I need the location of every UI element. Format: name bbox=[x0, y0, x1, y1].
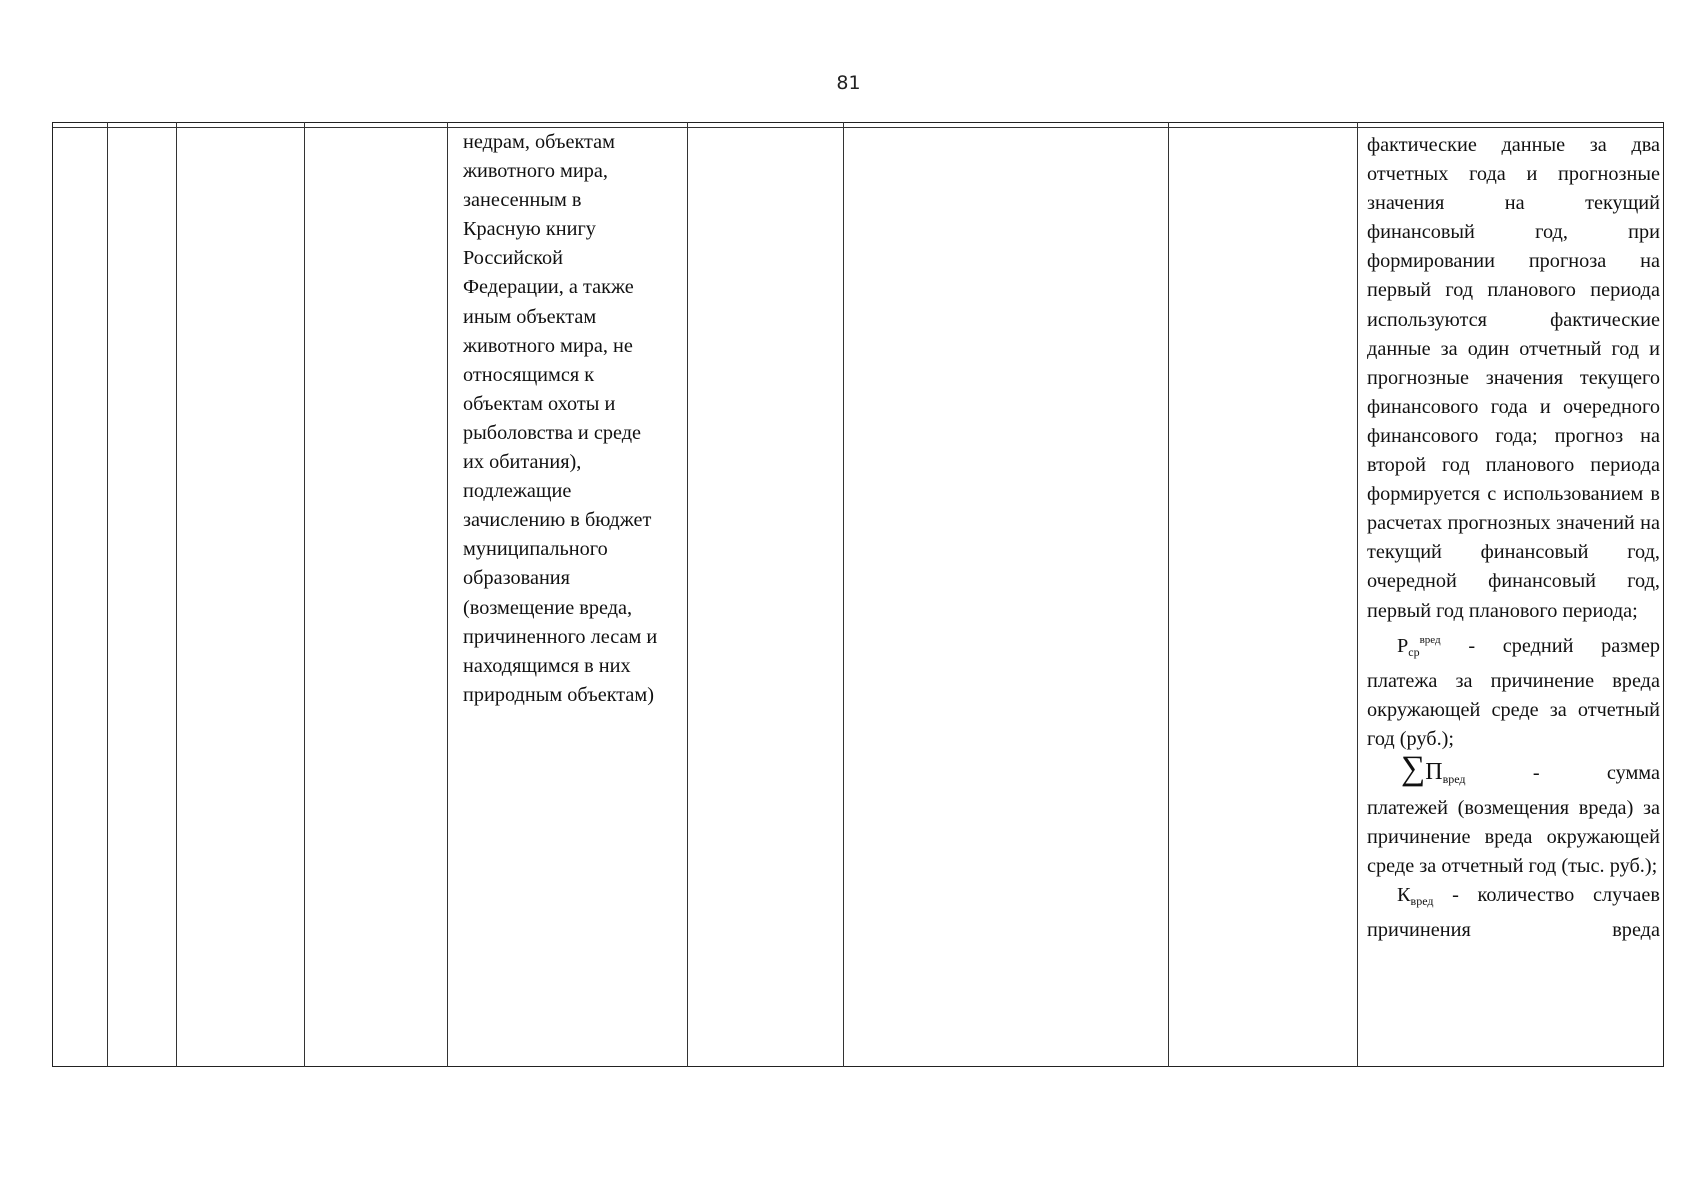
symbol-superscript: вред bbox=[1419, 633, 1441, 646]
text-line: зачислению в бюджет bbox=[463, 509, 652, 532]
symbol-subscript: ср bbox=[1408, 644, 1420, 659]
dash: - bbox=[1532, 761, 1540, 784]
text-line: Федерации, а также bbox=[463, 276, 634, 299]
symbol-subscript: вред bbox=[1410, 894, 1434, 909]
column-divider bbox=[304, 122, 305, 1067]
definition-text: - средний размер платежа за причинение вреда окружающей среде за отчетный год (руб.); bbox=[1367, 634, 1660, 750]
text-line: находящимся в них bbox=[463, 654, 631, 677]
formula-sum-line bbox=[1367, 749, 1660, 794]
definition-average-payment bbox=[1367, 626, 1660, 754]
word-sum: сумма bbox=[1606, 761, 1660, 784]
text-line: объектам охоты и bbox=[463, 392, 616, 415]
table-cell-income-description bbox=[463, 128, 688, 710]
text-line: иным объектам bbox=[463, 305, 597, 328]
definition-sum-payments: платежей (возмещения вреда) за причинение вреда окружающей среде за отчетный год (тыс. руб.); bbox=[1367, 797, 1660, 878]
text-line: недрам, объектам bbox=[463, 131, 616, 153]
text-line: (возмещение вреда, bbox=[463, 596, 633, 619]
text-line: рыболовства и среде bbox=[463, 421, 642, 444]
symbol-p: Р bbox=[1397, 634, 1409, 657]
text-line: подлежащие bbox=[463, 480, 572, 503]
definition-case-count bbox=[1367, 881, 1660, 945]
column-divider bbox=[1357, 122, 1358, 1067]
table-cell-method-description bbox=[1367, 131, 1660, 946]
paragraph-forecast-data: фактические данные за два отчетных года и прогнозные значения на текущий финансовый год, при формировании прогноза на первый год планового периода используются фактические данные за один отчетный год и прогнозные значения текущего финансового года и очередного финансового года; прогноз на второй год планового периода формируется с использованием в расчетах прогнозных значений на текущий финансовый год, очередной финансовый год, первый год планового периода; bbox=[1367, 134, 1660, 622]
text-line: природным объектам) bbox=[463, 683, 654, 706]
text-line: Красную книгу bbox=[463, 218, 596, 241]
text-line: муниципального bbox=[463, 538, 608, 561]
column-divider bbox=[176, 122, 177, 1067]
text-line: Российской bbox=[463, 247, 563, 270]
symbol-p: П bbox=[1425, 758, 1443, 785]
symbol-subscript: вред bbox=[1442, 771, 1466, 786]
text-line: занесенным в bbox=[463, 189, 582, 212]
text-line: причиненного лесам и bbox=[463, 625, 658, 648]
column-divider bbox=[107, 122, 108, 1067]
text-line: животного мира, не bbox=[463, 334, 633, 357]
text-line: животного мира, bbox=[463, 160, 608, 183]
column-divider bbox=[1168, 122, 1169, 1067]
definition-text: - количество случаев причинения вреда bbox=[1367, 884, 1660, 942]
sum-formula bbox=[1401, 749, 1466, 794]
sigma-symbol: ∑ bbox=[1401, 749, 1426, 787]
symbol-k: К bbox=[1397, 884, 1411, 907]
text-line: относящимся к bbox=[463, 363, 595, 386]
column-divider bbox=[447, 122, 448, 1067]
page-number: 81 bbox=[836, 72, 861, 94]
text-line: образования bbox=[463, 567, 570, 590]
column-divider bbox=[843, 122, 844, 1067]
text-line: их обитания), bbox=[463, 451, 582, 474]
